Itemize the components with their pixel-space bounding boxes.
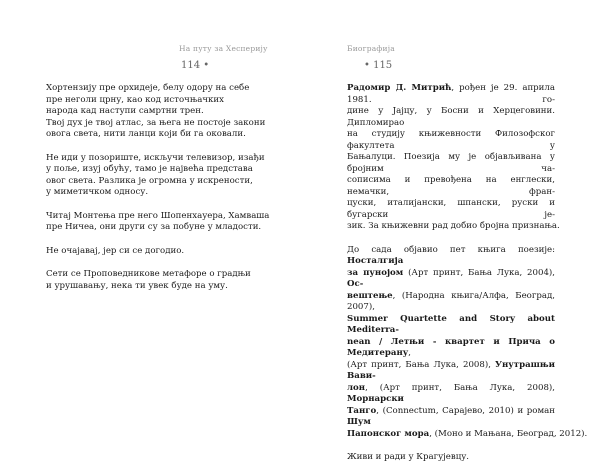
text-line — [347, 383, 555, 406]
bold-segment: Радомир Д. Митрић — [347, 83, 452, 93]
text-segment: (Арт принт, Бања Лука, 2004), — [403, 267, 556, 278]
text-segment: , рођен је 29. априла 1981. го- — [347, 83, 555, 105]
text-segment: дине у Јајцу, у Босни и Херцеговини. Дипломирао — [347, 106, 555, 128]
text-line — [347, 268, 555, 291]
bold-segment: Ос- — [347, 279, 364, 289]
works-paragraph — [347, 244, 588, 441]
text-segment: , (Народна књига/Алфа, Београд, 2007), — [347, 290, 555, 312]
closing-line: Живи и ради у Крагујевцу. — [347, 452, 470, 462]
bio-paragraph — [347, 83, 560, 233]
text-segment: , (Моно и Мањана, Београд, 2012). — [429, 428, 588, 439]
right-page — [300, 0, 600, 462]
poem-line: Хортензију пре орхидеје, белу одору на себе — [46, 83, 250, 93]
poem-line: у миметичком односу. — [46, 187, 149, 197]
text-segment: , — [408, 348, 411, 358]
page-number-value: 115 — [373, 60, 393, 71]
bold-segment: лон — [347, 382, 366, 393]
text-line — [347, 129, 555, 152]
poem-line: Не очајавај, јер си се догодио. — [46, 245, 185, 256]
poem-line: и урушавању, нека ти увек буде на уму. — [46, 280, 228, 291]
page-number-value: 114 — [181, 60, 201, 71]
bold-segment: Носталгија — [347, 256, 404, 266]
text-line — [347, 245, 555, 268]
text-line — [347, 198, 555, 221]
text-segment: До сада објавио пет књига поезије: — [347, 244, 555, 255]
poem-line: овога света, нити ланци који би га оковали. — [46, 129, 246, 139]
text-line — [347, 337, 555, 360]
bold-segment: за пунојом — [347, 267, 404, 278]
text-line — [347, 360, 555, 383]
poem-line: Сети се Проповедникове метафоре о градњи — [46, 269, 251, 279]
biography-text — [347, 83, 588, 464]
text-segment: зик. За књижевни рад добио бројна признања. — [347, 221, 560, 231]
poem-line: у поље, изуј обућу, тамо је највећа представа — [46, 164, 253, 174]
text-line — [347, 291, 555, 314]
text-line — [347, 83, 555, 106]
poem-line: пре неголи црну, као код источњачких — [46, 94, 224, 105]
poem-line: народа кад наступи самртни трен. — [46, 106, 204, 116]
text-line — [347, 428, 588, 441]
poem-line: пре Ничеа, они други су за побуне у младости. — [46, 222, 262, 232]
bold-segment: Summer Quartette and Story about Mediterra- — [347, 313, 555, 335]
page-number — [364, 60, 392, 71]
text-segment: (Арт принт, Бања Лука, 2008), — [347, 359, 495, 370]
text-segment: , (Арт принт, Бања Лука, 2008), — [365, 382, 555, 393]
running-head: На путу за Хесперију — [179, 44, 268, 53]
poem-line: овог света. Разлика је огромна у искрености, — [46, 175, 253, 186]
poem-line: Не иди у позориште, искључи телевизор, изађи — [46, 152, 265, 163]
text-line — [347, 175, 555, 198]
text-line — [347, 152, 555, 175]
text-line — [347, 314, 555, 337]
page-number — [181, 60, 209, 71]
text-segment: сописима и превођена на енглески, немачки, фран- — [347, 175, 555, 197]
poem-line: Твој дух је твој атлас, за њега не постоје закони — [46, 117, 266, 128]
bold-segment: nean / Летњи - квартет и Прича о Медитерану — [347, 336, 555, 358]
poem-line: Читај Монтења пре него Шопенхауера, Хамваша — [46, 210, 270, 221]
bold-segment: Папонског мора — [347, 428, 430, 439]
left-page — [0, 0, 300, 443]
text-segment: , (Connectum, Сарајево, 2010) и роман — [376, 405, 555, 416]
page-number-bullet: • — [200, 60, 210, 71]
poem-text — [46, 83, 286, 292]
running-head: Биографија — [347, 44, 395, 53]
bold-segment: вештење — [347, 290, 393, 301]
bold-segment: Танго — [347, 405, 377, 416]
bold-segment: Унутрашњи Вави- — [347, 359, 555, 381]
text-segment: на студију књижевности Филозофског факултета у — [347, 129, 555, 151]
bold-segment: Морнарски — [347, 394, 404, 404]
text-segment: Бањалуци. Поезија му је објављивана у бројним ча- — [347, 152, 555, 174]
text-line — [347, 221, 560, 233]
bold-segment: Шум — [347, 417, 371, 427]
text-segment: цуски, италијански, шпански, руски и бугарски је- — [347, 198, 555, 220]
text-line — [347, 106, 555, 129]
text-line — [347, 406, 555, 429]
page-number-bullet: • — [364, 60, 374, 71]
